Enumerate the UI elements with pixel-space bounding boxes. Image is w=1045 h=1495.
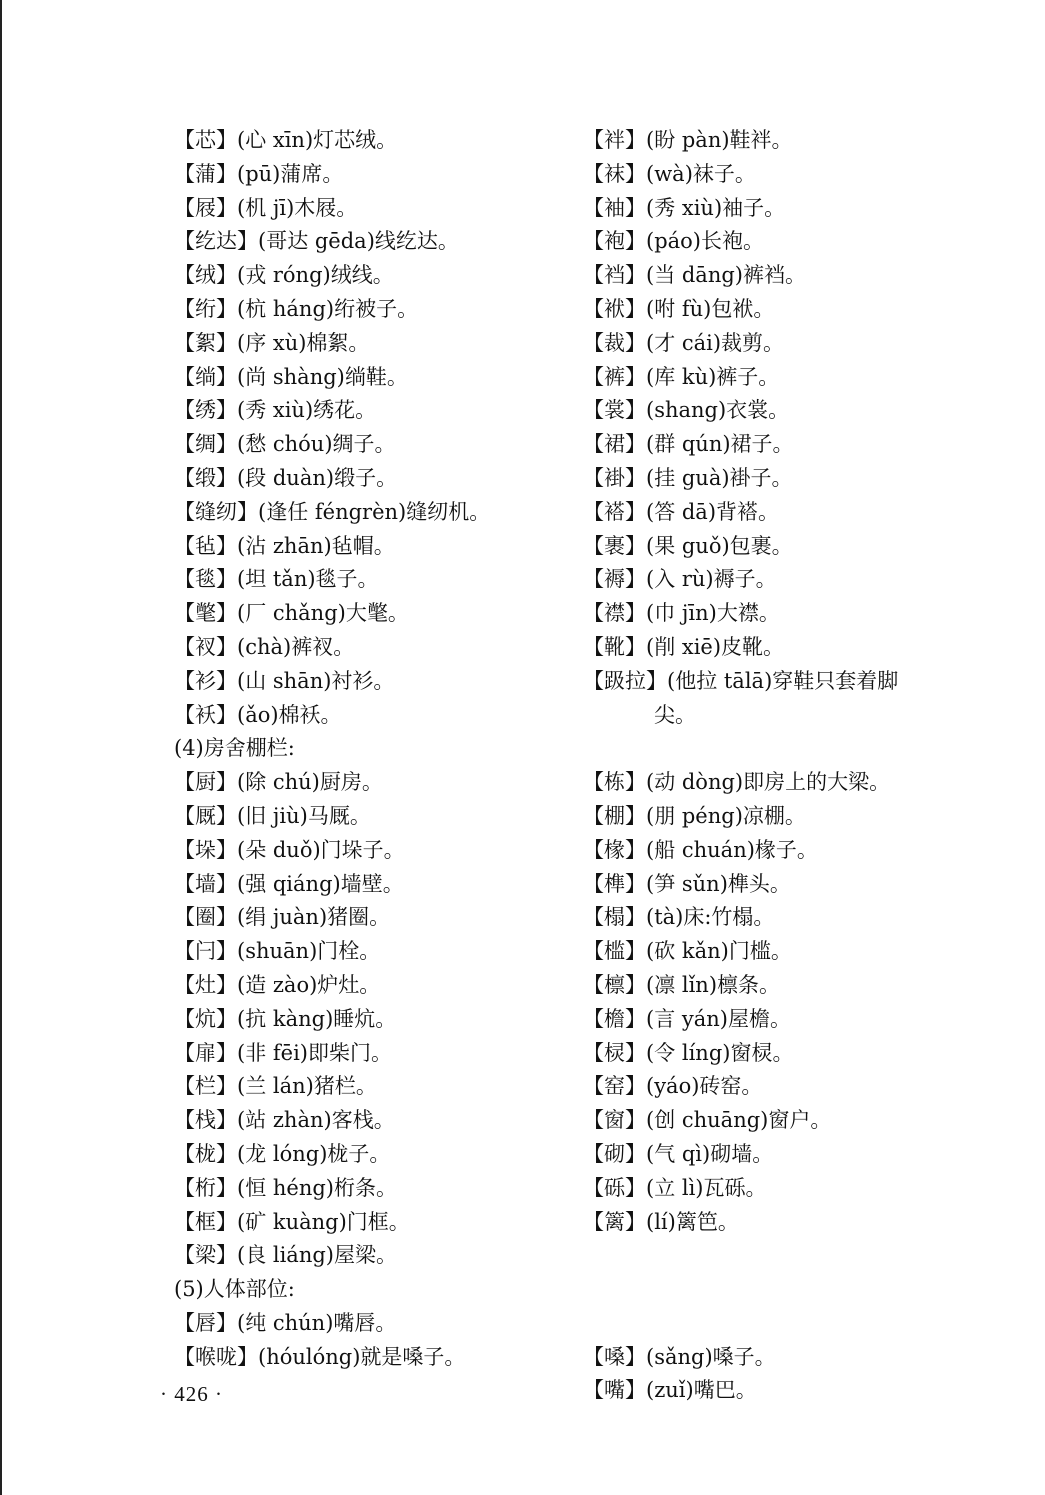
dictionary-entry: 【嗓】(sǎng)嗓子。 bbox=[583, 1344, 776, 1369]
entry-tala bbox=[583, 665, 933, 733]
dictionary-entry: 【氅】(厂 chǎng)大氅。 bbox=[174, 601, 409, 626]
dictionary-entry: 【屐】(机 jī)木屐。 bbox=[174, 195, 358, 220]
dictionary-entry: 【袍】(páo)长袍。 bbox=[583, 229, 764, 254]
dictionary-entry: 【裆】(当 dāng)裤裆。 bbox=[583, 263, 806, 288]
dictionary-entry: 【檩】(凛 lǐn)檩条。 bbox=[583, 972, 781, 997]
dictionary-entry: 【裳】(shang)衣裳。 bbox=[583, 398, 790, 423]
right-house-list bbox=[583, 766, 933, 1239]
dictionary-entry: 【嘴】(zuǐ)嘴巴。 bbox=[583, 1378, 757, 1403]
dictionary-entry: 【袖】(秀 xiù)袖子。 bbox=[583, 195, 786, 220]
dictionary-entry: 【袄】(ǎo)棉袄。 bbox=[174, 702, 342, 727]
dictionary-entry: 【缝纫】(逢任 féngrèn)缝纫机。 bbox=[174, 499, 491, 524]
dictionary-entry: 【褂】(挂 guà)褂子。 bbox=[583, 465, 793, 490]
dictionary-entry: 【梁】(良 liáng)屋梁。 bbox=[174, 1243, 397, 1268]
dictionary-entry: 【絮】(序 xù)棉絮。 bbox=[174, 330, 370, 355]
dictionary-entry: 【绸】(愁 chóu)绸子。 bbox=[174, 432, 396, 457]
dictionary-entry: 【裤】(库 kù)裤子。 bbox=[583, 364, 780, 389]
dictionary-entry: 【扉】(非 fēi)即柴门。 bbox=[174, 1040, 392, 1065]
dictionary-entry: (5)人体部位: bbox=[174, 1277, 295, 1302]
dictionary-entry: 【襟】(巾 jīn)大襟。 bbox=[583, 601, 780, 626]
dictionary-entry: 【栏】(兰 lán)猪栏。 bbox=[174, 1074, 377, 1099]
dictionary-entry: 【绒】(戎 róng)绒线。 bbox=[174, 263, 394, 288]
dictionary-entry: 【绣】(秀 xiù)绣花。 bbox=[174, 398, 377, 423]
entry-tala-cont: 尖。 bbox=[654, 702, 696, 727]
dictionary-entry: 【袱】(咐 fù)包袱。 bbox=[583, 296, 775, 321]
dictionary-entry: 【袜】(wà)袜子。 bbox=[583, 161, 756, 186]
dictionary-entry: 【篱】(lí)篱笆。 bbox=[583, 1209, 739, 1234]
dictionary-entry: 【窑】(yáo)砖窑。 bbox=[583, 1074, 763, 1099]
page-edge-rule bbox=[0, 0, 2, 1495]
dictionary-entry: 【棂】(令 líng)窗棂。 bbox=[583, 1040, 794, 1065]
dictionary-entry: 【衫】(山 shān)衬衫。 bbox=[174, 668, 395, 693]
dictionary-entry: 【棚】(朋 péng)凉棚。 bbox=[583, 803, 806, 828]
dictionary-entry: 【栋】(动 dòng)即房上的大梁。 bbox=[583, 770, 891, 795]
left-column bbox=[174, 124, 564, 1374]
dictionary-entry: 【褡】(答 dā)背褡。 bbox=[583, 499, 780, 524]
dictionary-entry: 【裙】(群 qún)裙子。 bbox=[583, 432, 794, 457]
dictionary-entry: 【榻】(tà)床:竹榻。 bbox=[583, 905, 775, 930]
dictionary-entry: 【缎】(段 duàn)缎子。 bbox=[174, 465, 398, 490]
entry-tala-first: 【趿拉】(他拉 tālā)穿鞋只套着脚 bbox=[583, 668, 899, 693]
dictionary-entry: 【灶】(造 zào)炉灶。 bbox=[174, 972, 381, 997]
dictionary-entry: 【窗】(创 chuāng)窗户。 bbox=[583, 1108, 832, 1133]
dictionary-entry: 【槛】(砍 kǎn)门槛。 bbox=[583, 939, 792, 964]
dictionary-entry: 【毯】(坦 tǎn)毯子。 bbox=[174, 567, 379, 592]
dictionary-entry: 【桁】(恒 héng)桁条。 bbox=[174, 1175, 397, 1200]
dictionary-entry: 【毡】(沾 zhān)毡帽。 bbox=[174, 533, 395, 558]
dictionary-entry: 【蒲】(pū)蒲席。 bbox=[174, 161, 344, 186]
dictionary-entry: 【厨】(除 chú)厨房。 bbox=[174, 770, 383, 795]
dictionary-entry: 【喉咙】(hóulóng)就是嗓子。 bbox=[174, 1344, 466, 1369]
dictionary-entry: 【檐】(言 yán)屋檐。 bbox=[583, 1006, 791, 1031]
dictionary-entry: 【砾】(立 lì)瓦砾。 bbox=[583, 1175, 767, 1200]
dictionary-entry: 【炕】(抗 kàng)睡炕。 bbox=[174, 1006, 397, 1031]
dictionary-entry: 【榫】(笋 sǔn)榫头。 bbox=[583, 871, 791, 896]
dictionary-entry: (4)房舍棚栏: bbox=[174, 736, 295, 761]
dictionary-entry: 【栈】(站 zhàn)客栈。 bbox=[174, 1108, 395, 1133]
page-number: · 426 · bbox=[160, 1382, 223, 1406]
dictionary-entry: 【唇】(纯 chún)嘴唇。 bbox=[174, 1310, 397, 1335]
dictionary-entry: 【栊】(龙 lóng)栊子。 bbox=[174, 1141, 391, 1166]
dictionary-entry: 【绱】(尚 shàng)绱鞋。 bbox=[174, 364, 408, 389]
dictionary-entry: 【砌】(气 qì)砌墙。 bbox=[583, 1141, 774, 1166]
dictionary-entry: 【纥达】(哥达 gēda)线纥达。 bbox=[174, 229, 459, 254]
dictionary-entry: 【芯】(心 xīn)灯芯绒。 bbox=[174, 128, 398, 152]
dictionary-entry: 【闩】(shuān)门栓。 bbox=[174, 939, 381, 964]
dictionary-entry: 【绗】(杭 háng)绗被子。 bbox=[174, 296, 419, 321]
dictionary-entry: 【袢】(盼 pàn)鞋袢。 bbox=[583, 128, 793, 152]
dictionary-entry: 【框】(矿 kuàng)门框。 bbox=[174, 1209, 410, 1234]
dictionary-entry: 【衩】(chà)裤衩。 bbox=[174, 634, 355, 659]
dictionary-entry: 【裹】(果 guǒ)包裹。 bbox=[583, 533, 793, 558]
dictionary-entry: 【墙】(强 qiáng)墙壁。 bbox=[174, 871, 404, 896]
dictionary-entry: 【裁】(才 cái)裁剪。 bbox=[583, 330, 785, 355]
dictionary-entry: 【厩】(旧 jiù)马厩。 bbox=[174, 803, 371, 828]
right-body-list bbox=[583, 1341, 933, 1409]
right-column bbox=[583, 124, 933, 1408]
right-clothing-list bbox=[583, 124, 933, 665]
dictionary-entry: 【靴】(削 xiē)皮靴。 bbox=[583, 634, 785, 659]
dictionary-entry: 【椽】(船 chuán)椽子。 bbox=[583, 837, 818, 862]
dictionary-entry: 【圈】(绢 juàn)猪圈。 bbox=[174, 905, 391, 930]
dictionary-entry: 【垛】(朵 duǒ)门垛子。 bbox=[174, 837, 405, 862]
dictionary-entry: 【褥】(入 rù)褥子。 bbox=[583, 567, 777, 592]
